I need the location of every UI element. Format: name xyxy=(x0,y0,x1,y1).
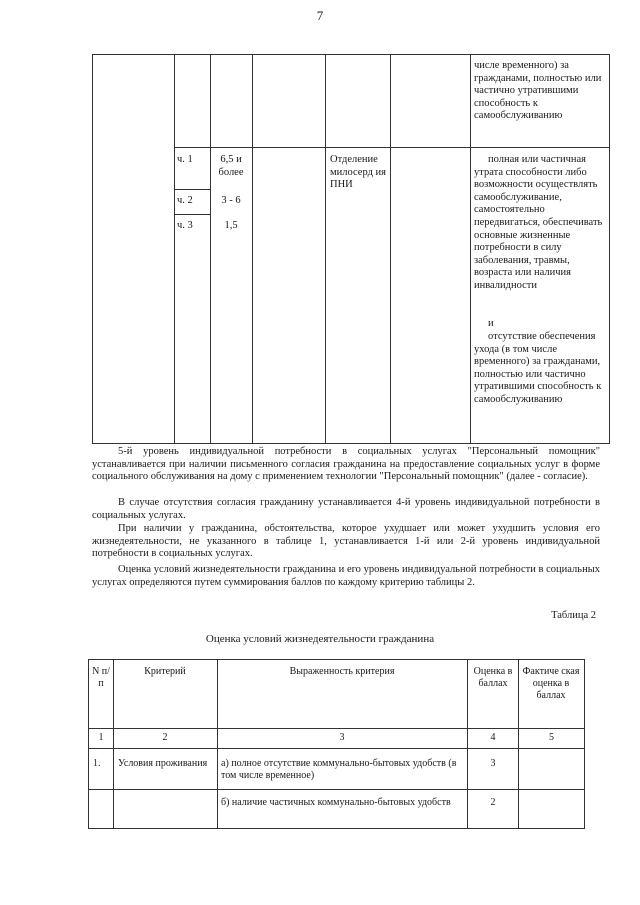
table2-row2-score: 2 xyxy=(490,797,496,808)
table2-row1-criterion: Условия проживания xyxy=(118,758,208,769)
table1-score-1: 6,5 и более xyxy=(218,154,244,178)
paragraph-3: При наличии у гражданина, обстоятельства, которое ухудшает или может ухудшить условия его жизнедеятельности, не указанного в таблице 1, устанавливается 1-й или 2-й уровень индивидуальной потребности в социальных услугах. xyxy=(92,523,600,560)
table2-row1-num: 1. xyxy=(93,758,101,769)
table2-header-expression: Выраженность критерия xyxy=(289,666,395,677)
paragraph-1: 5-й уровень индивидуальной потребности в социальных услугах "Персональный помощник" устанавливается при наличии письменного согласия гражданина на предоставление социальных услуг в форме социального обслуживания на дому с применением технологии "Персональный помощник" (далее - согласие). xyxy=(92,446,600,483)
table2-label: Таблица 2 xyxy=(551,610,596,621)
table2-header-actual: Фактиче ская оценка в баллах xyxy=(522,666,580,701)
table2-header-criterion: Критерий xyxy=(144,666,186,677)
table2-colnum-3: 3 xyxy=(339,732,345,743)
table2-title: Оценка условий жизнедеятельности гражданина xyxy=(205,633,435,645)
table2-colnum-4: 4 xyxy=(490,732,496,743)
table1-condition-a: полная или частичная утрата способности либо возможности осуществлять самообслуживание, самостоятельно передвигаться, обеспечивать основные жизненные потребности в силу заболевания, травмы, возраста или наличия инвалидности xyxy=(474,154,603,291)
table2-colnum-1: 1 xyxy=(98,732,104,743)
table2-row2-expression: б) наличие частичных коммунально-бытовых удобств xyxy=(221,797,451,808)
table1-part-3: ч. 3 xyxy=(177,220,193,231)
table1-part-2: ч. 2 xyxy=(177,195,193,206)
table2-row1-score: 3 xyxy=(490,758,496,769)
table2-row1-expression: а) полное отсутствие коммунально-бытовых удобств (в том числе временное) xyxy=(221,758,457,781)
table1-organization: Отделение милосерд ия ПНИ xyxy=(330,154,386,191)
table1-score-2: 3 - 6 xyxy=(221,195,241,206)
table2-colnum-5: 5 xyxy=(549,732,554,743)
table2-header-score: Оценка в баллах xyxy=(473,666,513,689)
table1-continued-text: числе временного) за гражданами, полностью или частично утратившими способность к самообслуживанию xyxy=(474,60,602,122)
table1-and: и xyxy=(488,318,494,329)
table2-header-num: N п/п xyxy=(92,666,110,689)
paragraph-2: В случае отсутствия согласия гражданину устанавливается 4-й уровень индивидуальной потребности в социальных услугах. xyxy=(92,497,600,521)
page-number: 7 xyxy=(316,8,324,23)
paragraph-4: Оценка условий жизнедеятельности гражданина и его уровень индивидуальной потребности в социальных услугах определяются путем суммирования баллов по каждому критерию таблицы 2. xyxy=(92,564,600,588)
table2-colnum-2: 2 xyxy=(162,732,168,743)
table1-part-1: ч. 1 xyxy=(177,154,193,165)
table1-score-3: 1,5 xyxy=(224,220,238,231)
table1-condition-b: отсутствие обеспечения ухода (в том числе временного) за гражданами, полностью или частично утратившими способность к самообслуживанию xyxy=(474,331,602,405)
